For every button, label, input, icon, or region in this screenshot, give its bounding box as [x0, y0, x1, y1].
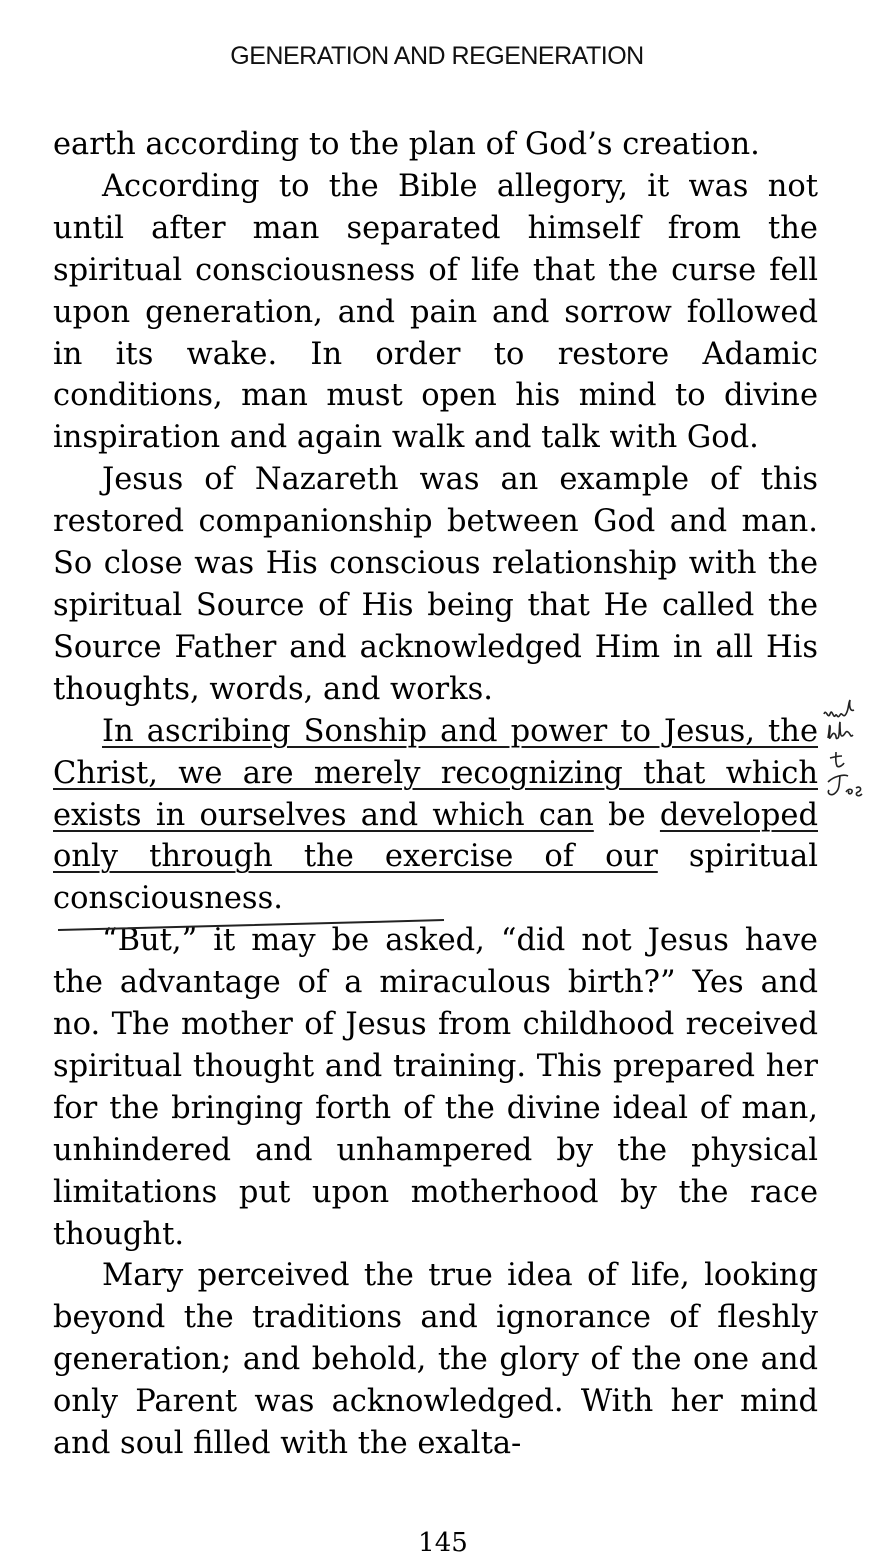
- passage-connector: be: [593, 797, 660, 833]
- paragraph-3: Jesus of Nazareth was an example of this restored companionship between God and man. So close was His conscious relationship with the spiritual Source of His being that He called the Source Father and acknowledged Him in all His thoughts, words, and works.: [53, 462, 818, 707]
- page-number: 145: [418, 1528, 468, 1558]
- underlined-passage-2: developed only through the exercise of our: [53, 797, 818, 875]
- paragraph-5: “But,” it may be asked, “did not Jesus have the advantage of a miraculous birth?” Yes and no. The mother of Jesus from childhood received spiritual thought and training. This prepared her for the bringing forth of the divine ideal of man, unhindered and unhampered by the physical limitations put upon motherhood by the race thought.: [53, 923, 818, 1252]
- paragraph-4-underlined: [53, 711, 818, 921]
- underlined-passage: In ascribing Sonship and power to Jesus, the Christ, we are merely recognizing that which exists in ourselves and which can: [53, 713, 818, 833]
- page-body-text: [53, 124, 818, 1465]
- paragraph-1: earth according to the plan of God’s creation.: [53, 127, 760, 162]
- paragraph-6: Mary perceived the true idea of life, looking beyond the traditions and ignorance of fleshly generation; and behold, the glory of the one and only Parent was acknowledged. With her mind and soul filled with the exalta-: [53, 1258, 818, 1462]
- running-head: GENERATION AND REGENERATION: [230, 42, 644, 70]
- paragraph-2: According to the Bible allegory, it was not until after man separated himself from the spiritual consciousness of life that the curse fell upon generation, and pain and sorrow followed in its wake. In order to restore Adamic conditions, man must open his mind to divine inspiration and again walk and talk with God.: [53, 168, 818, 456]
- handwritten-underline-stroke: [56, 918, 446, 934]
- handwritten-margin-note: [820, 696, 896, 816]
- passage-ending: spiritual consciousness.: [53, 839, 818, 917]
